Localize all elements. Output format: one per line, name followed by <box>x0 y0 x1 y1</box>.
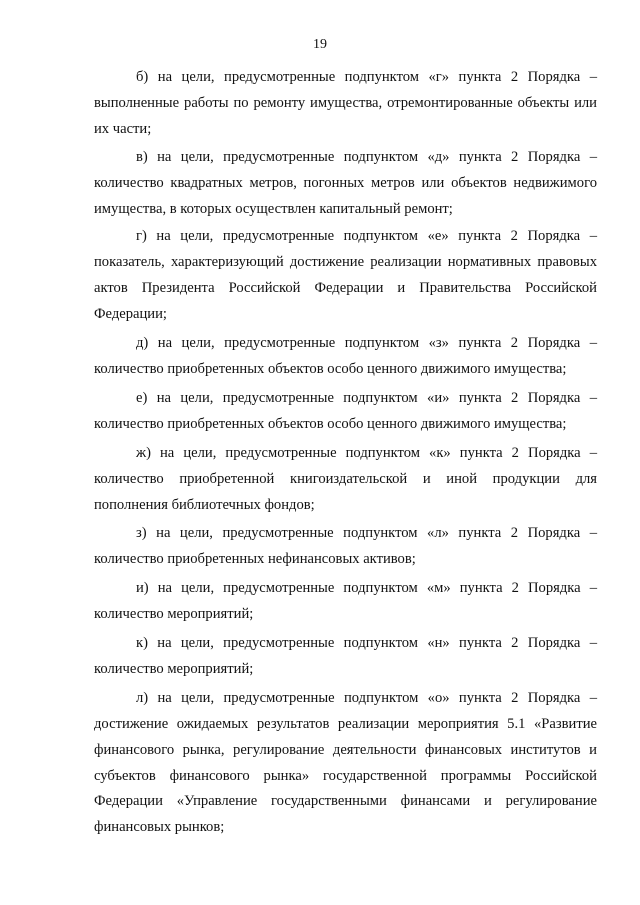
paragraph-z: з) на цели, предусмотренные подпунктом «л» пункта 2 Порядка – количество приобретенных нефинансовых активов; <box>94 525 597 568</box>
paragraph-e: е) на цели, предусмотренные подпунктом «и» пункта 2 Порядка – количество приобретенных объектов особо ценного движимого имущества; <box>94 389 597 432</box>
paragraph-zh: ж) на цели, предусмотренные подпунктом «к» пункта 2 Порядка – количество приобретенной книгоиздательской и иной продукции для пополнения библиотечных фондов; <box>94 444 597 513</box>
paragraph-d: д) на цели, предусмотренные подпунктом «з» пункта 2 Порядка – количество приобретенных объектов особо ценного движимого имущества; <box>94 335 597 377</box>
paragraph-l: л) на цели, предусмотренные подпунктом «о» пункта 2 Порядка – достижение ожидаемых результатов реализации мероприятия 5.1 «Развитие финансового рынка, регулирование деятельности финансовых институтов и субъектов финансового рынка» государственной программы Российской Федерации «Управление государственными финансами и регулирование финансовых рынков; <box>94 689 597 836</box>
paragraph-b: б) на цели, предусмотренные подпунктом «г» пункта 2 Порядка – выполненные работы по ремонту имущества, отремонтированные объекты или их части; <box>94 69 597 137</box>
paragraph-i: и) на цели, предусмотренные подпунктом «м» пункта 2 Порядка – количество мероприятий; <box>94 580 597 623</box>
paragraph-v: в) на цели, предусмотренные подпунктом «д» пункта 2 Порядка – количество квадратных метров, погонных метров или объектов недвижимого имущества, в которых осуществлен капитальный ремонт; <box>94 148 597 217</box>
paragraph-g: г) на цели, предусмотренные подпунктом «е» пункта 2 Порядка – показатель, характеризующий достижение реализации нормативных правовых актов Президента Российской Федерации и Правительства Российской Федерации; <box>94 228 597 323</box>
document-body <box>94 65 597 841</box>
paragraph-k: к) на цели, предусмотренные подпунктом «н» пункта 2 Порядка – количество мероприятий; <box>94 635 597 677</box>
page-number: 19 <box>313 37 327 52</box>
